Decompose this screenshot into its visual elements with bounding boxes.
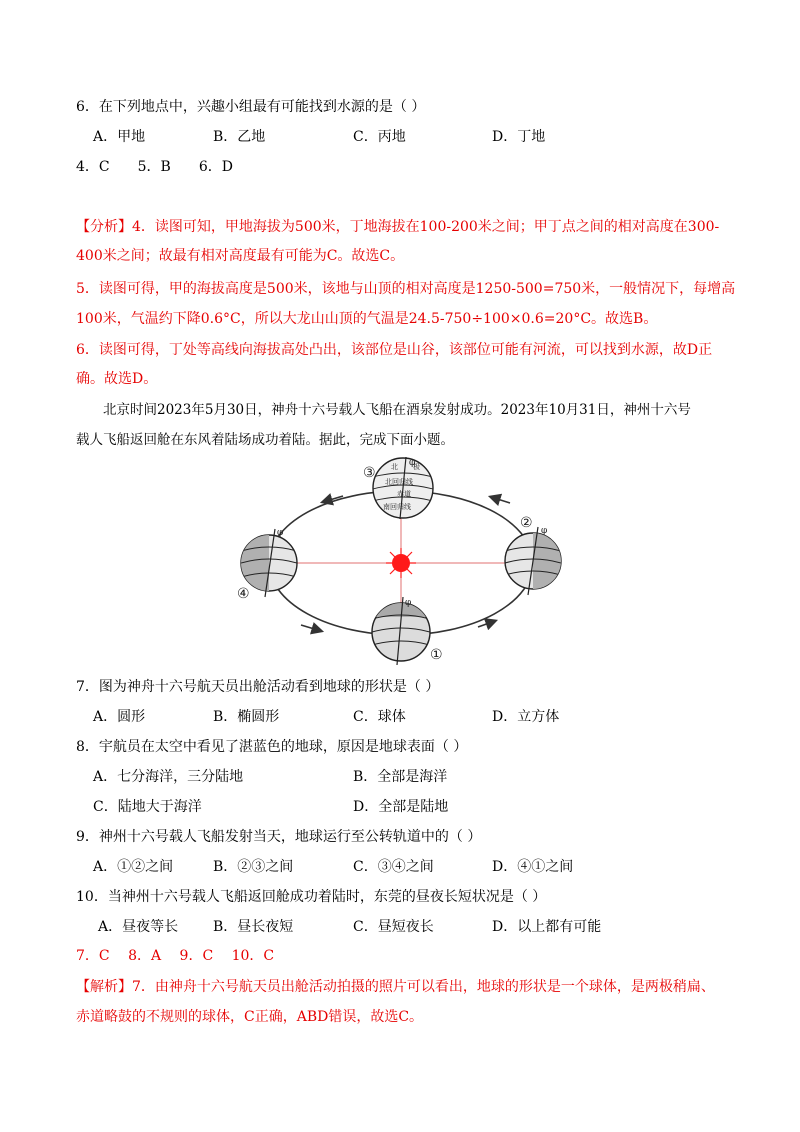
marker-1: ① [430, 647, 443, 663]
globe3-label-tropic-capricorn: 南回归线 [383, 503, 411, 511]
q8-option-a: A．七分海洋，三分陆地 [93, 769, 244, 785]
analysis-7-text: 7．由神舟十六号航天员出舱活动拍摄的照片可以看出，地球的形状是一个球体，是两极稍扁、 [132, 979, 715, 995]
globe3-label-equator: 赤道 [397, 490, 411, 498]
q6-option-b: B．乙地 [213, 129, 266, 145]
passage-line1: 北京时间2023年5月30日，神舟十六号载人飞船在酒泉发射成功。2023年10月31日，神州十六号 [103, 402, 691, 418]
q10-option-a: A．昼夜等长 [98, 919, 179, 935]
q8-stem: 8．宇航员在太空中看见了湛蓝色的地球，原因是地球表面（ ） [76, 739, 468, 755]
q7-option-c: C．球体 [353, 709, 406, 725]
answers-4-6: 4．C 5．B 6．D [76, 159, 233, 175]
earth-globe-1 [372, 597, 430, 665]
q7-option-d: D．立方体 [492, 709, 560, 725]
answers-7-10: 7．C 8．A 9．C 10．C [76, 948, 275, 964]
earth-orbit-diagram [225, 455, 575, 670]
marker-2: ② [520, 515, 533, 531]
analysis-4-6-line2: 400米之间；故最有相对高度最有可能为C。故选C。 [76, 248, 405, 264]
q6-option-c: C．丙地 [353, 129, 406, 145]
q10-option-b: B．昼长夜短 [213, 919, 294, 935]
q10-option-d: D．以上都有可能 [492, 919, 602, 935]
analysis-7-line2: 赤道略鼓的不规则的球体，C正确，ABD错误，故选C。 [76, 1009, 424, 1025]
q8-option-b: B．全部是海洋 [353, 769, 448, 785]
globe3-label-bei: 北 [391, 463, 398, 471]
earth-globe-2 [505, 526, 561, 595]
orbit-arrow-right-top [491, 497, 510, 503]
svg-text:φ: φ [541, 526, 548, 536]
q10-option-c: C．昼短夜长 [353, 919, 434, 935]
analysis-text: 4．读图可知，甲地海拔为500米，丁地海拔在100-200米之间；甲丁点之间的相对高度在300- [132, 219, 720, 235]
passage-line2: 载人飞船返回舱在东风着陆场成功着陆。据此，完成下面小题。 [76, 432, 454, 448]
q8-option-d: D．全部是陆地 [353, 799, 449, 815]
analysis-tag: 【分析】 [76, 219, 132, 235]
analysis-7-tag: 【解析】 [76, 979, 132, 995]
analysis-4-6-line1 [76, 217, 719, 237]
globe3-label-tropic-cancer: 北回归线 [385, 478, 413, 486]
q6-stem: 6．在下列地点中，兴趣小组最有可能找到水源的是（ ） [76, 99, 426, 115]
orbit-arrow-bottom-right [478, 621, 495, 627]
q6-option-a: A．甲地 [93, 129, 146, 145]
q9-stem: 9．神州十六号载人飞船发射当天，地球运行至公转轨道中的（ ） [76, 829, 482, 845]
svg-text:φ: φ [277, 528, 284, 538]
analysis-7-line1 [76, 977, 715, 997]
q9-option-a: A．①②之间 [93, 859, 174, 875]
analysis-4-6-line3: 5．读图可得，甲的海拔高度是500米，该地与山顶的相对高度是1250-500=750米，一般情况下，每增高 [76, 281, 736, 297]
analysis-4-6-line5: 6．读图可得，丁处等高线向海拔高处凸出，该部位是山谷，该部位可能有河流，可以找到水源，故D正 [76, 342, 713, 358]
analysis-4-6-line6: 确。故选D。 [76, 371, 158, 387]
q9-option-d: D．④①之间 [492, 859, 574, 875]
orbit-arrow-left-bottom [301, 625, 321, 631]
svg-text:φ: φ [409, 458, 416, 468]
earth-globe-3 [373, 457, 433, 519]
q7-stem: 7．图为神舟十六号航天员出舱活动看到地球的形状是（ ） [76, 679, 440, 695]
marker-3: ③ [363, 465, 376, 481]
globe3-label-ji: 极 [413, 463, 420, 471]
q7-option-a: A．圆形 [93, 709, 146, 725]
svg-text:φ: φ [405, 598, 412, 608]
q8-option-c: C．陆地大于海洋 [93, 799, 202, 815]
marker-4: ④ [237, 586, 250, 602]
q7-option-b: B．椭圆形 [213, 709, 280, 725]
q10-stem: 10．当神州十六号载人飞船返回舱成功着陆时，东莞的昼夜长短状况是（ ） [76, 889, 547, 905]
q9-option-c: C．③④之间 [353, 859, 434, 875]
analysis-4-6-line4: 100米，气温约下降0.6°C，所以大龙山山顶的气温是24.5-750÷100×0.6=20°C。故选B。 [76, 311, 658, 327]
q9-option-b: B．②③之间 [213, 859, 294, 875]
sun-icon [386, 548, 416, 578]
q6-option-d: D．丁地 [492, 129, 546, 145]
